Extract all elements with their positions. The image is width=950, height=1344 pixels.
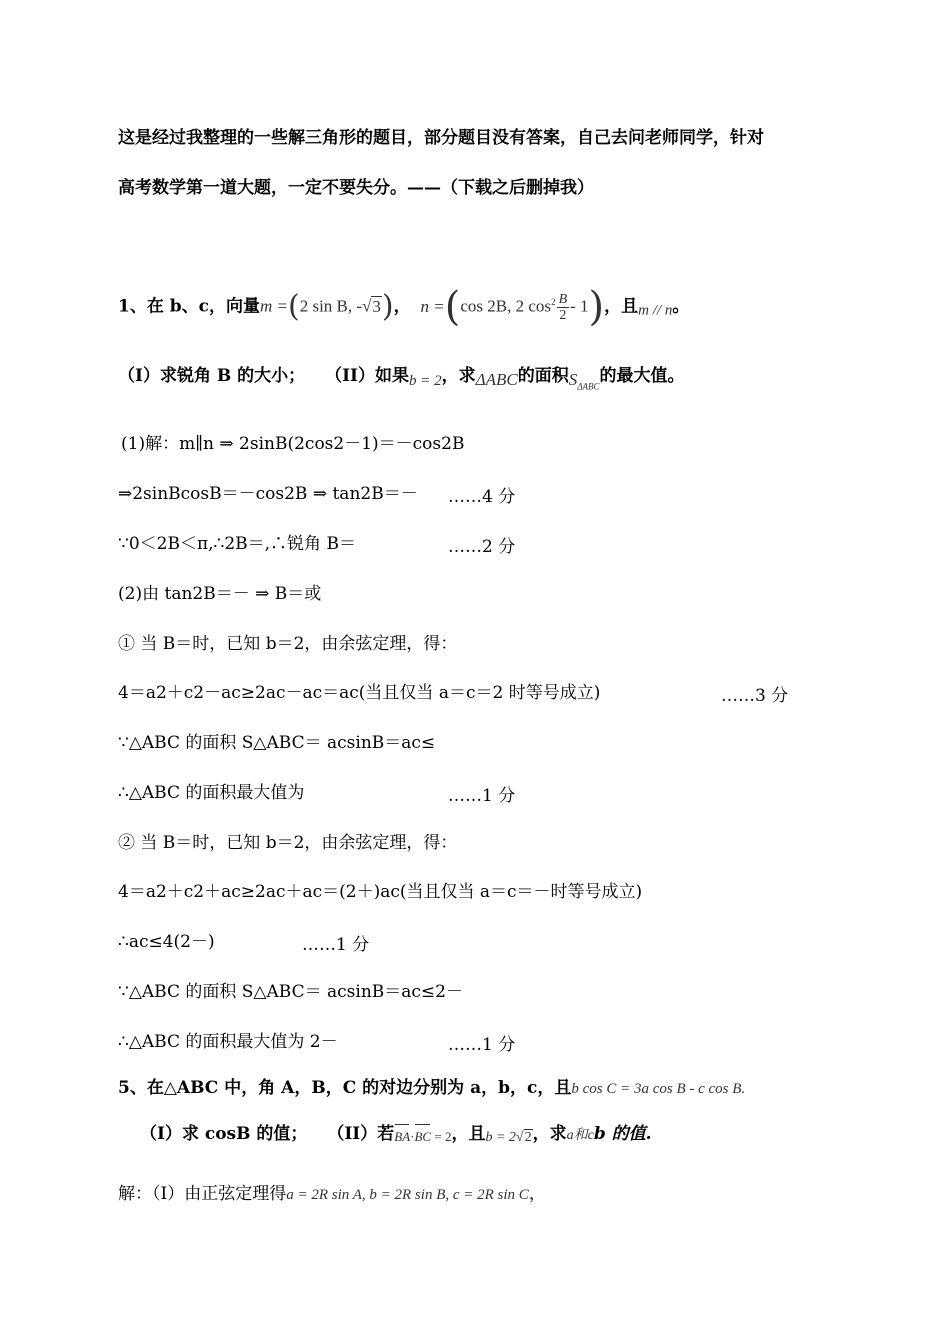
solution-1-line-6: 4＝a2＋c2－ac≥2ac－ac＝ac(当且仅当 a＝c＝2 时等号成立) <box>118 683 601 703</box>
area-s: S <box>568 370 578 389</box>
part-2-area: 的面积 <box>517 366 569 386</box>
solution-1-line-2: ⇒2sinBcosB＝－cos2B ⇒ tan2B＝－ <box>118 484 418 504</box>
solution-5-comma: ， <box>528 1184 546 1204</box>
dot-product <box>394 1129 451 1144</box>
minus-one: - 1 <box>570 296 589 316</box>
solution-1-line-5: ① 当 B＝时，已知 b＝2，由余弦定理，得： <box>118 634 458 654</box>
area-subscript: ΔABC <box>577 381 600 392</box>
vector-n-label: n = <box>420 296 445 316</box>
score-1a: ……1 分 <box>448 786 516 806</box>
solution-1-line-1: (1)解：m∥n ⇒ 2sinB(2cos2－1)＝－cos2B <box>121 434 465 454</box>
vector-m-label: m = <box>260 296 288 316</box>
solution-1-line-4: (2)由 tan2B＝－ ⇒ B＝或 <box>118 584 322 604</box>
solution-1-line-7: ∵△ABC 的面积 S△ABC＝ acsinB＝ac≤ <box>118 733 436 753</box>
b-eq: b = 2 <box>485 1130 516 1145</box>
sqrt-3: 3 <box>372 296 381 316</box>
score-1c: ……1 分 <box>448 1035 516 1055</box>
solution-5-prefix: 解：（I）由正弦定理得 <box>118 1184 287 1204</box>
problem-1-stem: 1、在 b、c，向量m =(2 sin B, -√3)， n =(cos 2B, 2 $\cos^2$ $\frac{B}{2}$ - 1)，且m // n。 <box>118 284 690 331</box>
equals-2: = 2 <box>434 1129 452 1144</box>
problem-1-part-1: （I）求锐角 B 的大小； <box>118 366 306 386</box>
part-2-mid: ，求 <box>441 366 476 386</box>
cos-square: 2 <box>551 297 556 307</box>
problem-1-prefix: 1、在 b、c，向量 <box>118 296 260 317</box>
solution-1-line-12: ∵△ABC 的面积 S△ABC＝ acsinB＝ac≤2－ <box>118 982 463 1002</box>
solution-1-line-9: ② 当 B＝时，已知 b＝2，由余弦定理，得： <box>118 833 458 853</box>
frac-den: 2 <box>559 307 567 323</box>
solution-1-line-8: ∴△ABC 的面积最大值为 <box>118 783 305 803</box>
period: 。 <box>672 296 690 317</box>
part-2-tail: 的最大值。 <box>599 366 685 386</box>
problem-1-part-2-prefix: （II）如果 <box>325 366 409 386</box>
solution-1-line-10: 4＝a2＋c2＋ac≥2ac＋ac＝(2＋)ac(当且仅当 a＝c＝－时等号成立) <box>118 882 643 902</box>
comma: ， <box>393 296 411 317</box>
problem-1-parts <box>118 364 685 398</box>
problem-5-parts <box>140 1122 652 1150</box>
dot: · <box>410 1129 415 1144</box>
vector-bc: BC <box>414 1125 431 1149</box>
paren-open-n: ( <box>444 284 461 331</box>
fraction-b-over-2 <box>557 292 570 323</box>
paren-open: ( <box>288 289 300 325</box>
b-equals-2: b = 2 <box>409 373 442 389</box>
intro-line-1: 这是经过我整理的一些解三角形的题目，部分题目没有答案，自己去问老师同学，针对 <box>118 128 764 148</box>
b-value: b = 2√2 <box>485 1130 532 1145</box>
solution-5-line-1 <box>118 1182 546 1207</box>
paren-close-n: ) <box>588 284 605 331</box>
triangle-abc: ΔABC <box>475 370 518 389</box>
problem-5-part-1: （I）求 cosB 的值； <box>140 1124 308 1144</box>
parallel-condition: m // n <box>638 302 673 319</box>
score-1b: ……1 分 <box>302 935 370 955</box>
score-3: ……3 分 <box>721 686 789 706</box>
solution-1-line-11: ∴ac≤4(2－) <box>118 932 215 952</box>
sqrt-2: 2 <box>524 1130 532 1145</box>
vector-ba: BA <box>394 1125 410 1149</box>
problem-5-text: 5、在△ABC 中，角 A，B，C 的对边分别为 a，b，c，且 <box>118 1078 572 1098</box>
problem-5-stem <box>118 1076 745 1101</box>
vector-n-components: cos 2B, 2 cos <box>460 296 552 316</box>
vector-m-components: 2 sin B, - <box>299 296 363 316</box>
problem-5-formula: b cos C = 3a cos B - c cos B. <box>571 1081 746 1097</box>
frac-num: B <box>558 291 568 307</box>
intro-line-2: 高考数学第一道大题，一定不要失分。——（下载之后删掉我） <box>118 178 594 198</box>
solution-1-line-13: ∴△ABC 的面积最大值为 2－ <box>118 1032 338 1052</box>
and-text-5: ，且 <box>451 1124 486 1144</box>
find-text: ，求 <box>532 1124 567 1144</box>
a-and-c: a和c <box>566 1128 594 1143</box>
score-4: ……4 分 <box>448 487 516 507</box>
and-text: ，且 <box>604 296 639 317</box>
problem-5-tail: b 的值. <box>593 1124 652 1144</box>
area-symbol <box>568 370 600 392</box>
problem-5-part-2-prefix: （II）若 <box>327 1124 395 1144</box>
solution-1-line-3: ∵0＜2B＜π,∴2B＝,∴锐角 B＝ <box>118 534 356 554</box>
sine-law-formula: a = 2R sin A, b = 2R sin B, c = 2R sin C <box>286 1187 529 1203</box>
score-2: ……2 分 <box>448 537 516 557</box>
paren-close: ) <box>381 289 394 325</box>
